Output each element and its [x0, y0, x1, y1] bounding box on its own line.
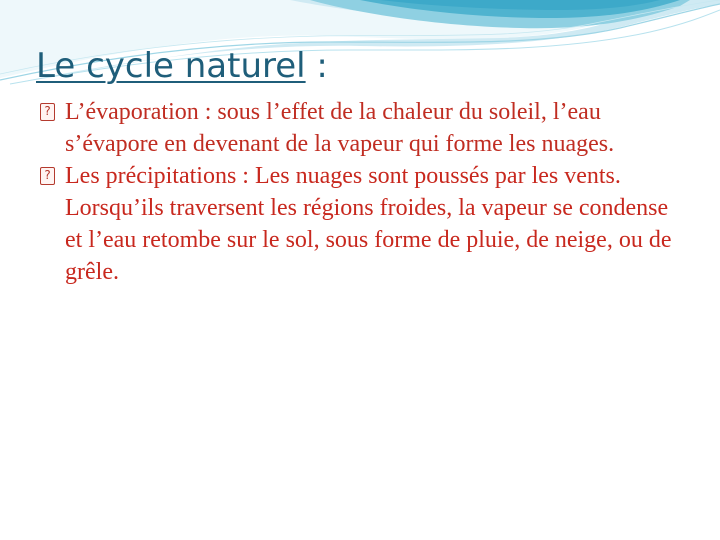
- missing-glyph-bullet-icon: [40, 167, 55, 185]
- slide-title-colon: :: [305, 46, 328, 86]
- slide-title: [36, 44, 328, 88]
- slide-title-text: Le cycle naturel: [36, 46, 306, 86]
- bullet-item-evaporation: [40, 96, 690, 160]
- bullet-list: [40, 96, 690, 288]
- bullet-item-precipitations: [40, 160, 690, 288]
- bullet-text-precipitations: Les précipitations : Les nuages sont poussés par les vents. Lorsqu’ils traversent les régions froides, la vapeur se condense et l’eau retombe sur le sol, sous forme de pluie, de neige, ou de grêle.: [65, 163, 672, 285]
- bullet-text-evaporation: L’évaporation : sous l’effet de la chaleur du soleil, l’eau s’évapore en devenant de la vapeur qui forme les nuages.: [65, 99, 615, 157]
- missing-glyph-bullet-icon: [40, 103, 55, 121]
